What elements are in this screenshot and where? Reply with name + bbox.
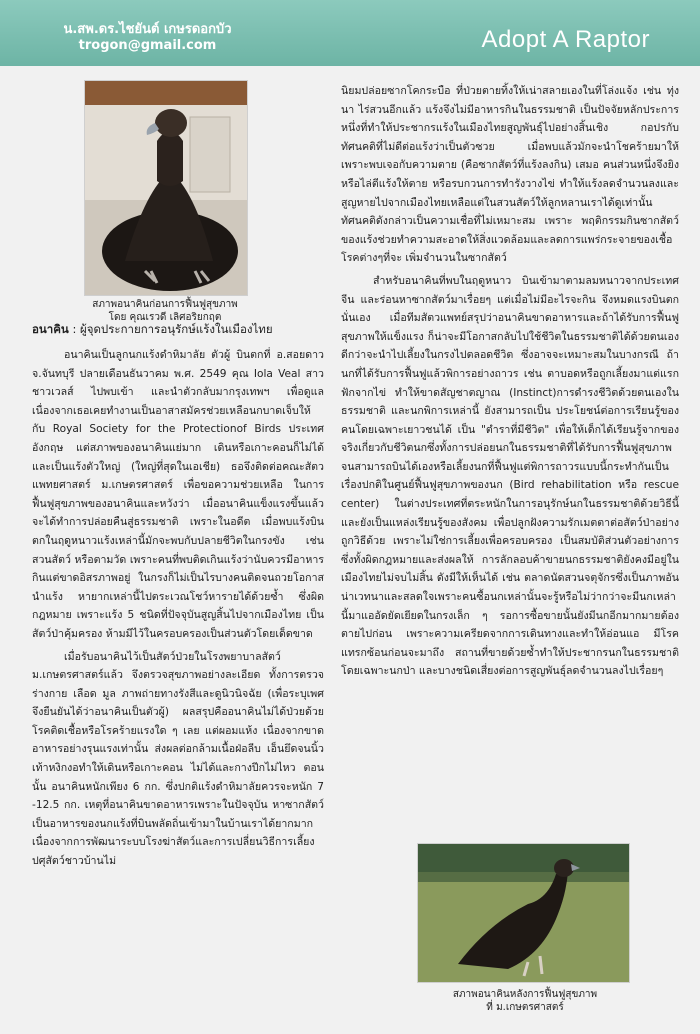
- subhead-rest: : ผู้จุดประกายการอนุรักษ์แร้งในเมืองไทย: [72, 322, 273, 336]
- author-name: น.สพ.ดร.ไชยันต์ เกษรดอกบัว: [63, 22, 232, 37]
- section-title: Adopt A Raptor: [481, 26, 650, 53]
- photo2-caption: [400, 988, 650, 1014]
- photo1-caption-line2: โดย คุณเรวดี เลิศอริยกฤต: [108, 312, 222, 323]
- author-block: [30, 22, 265, 54]
- article-subhead: [32, 321, 324, 339]
- left-paragraph-2: เมื่อรับอนาคินไว้เป็นสัตว์ป่วยในโรงพยาบาลสัตว์ ม.เกษตรศาสตร์แล้ว จึงตรวจสุขภาพอย่างละเอียด ทั้งการตรวจร่างกาย เลือด มูล ภาพถ่ายทางรังสีและดูนิวนิจฉัย (เพื่อระบุเพศ จึงยืนยันได้ว่าอนาคินเป็นตัวผู้) ผลสรุปคืออนาคินไม่ได้ป่วยด้วยโรคติดเชื้อหรือโรคร้ายแรงใด ๆ เลย แต่ผอมแห้ง เนื่องจากขาดอาหารอย่างรุนแรงเท่านั้น ส่งผลต่อกล้ามเนื้อฝ่อลีบ เอ็นยึดจนนิ้วเท้าหงิกงอทำให้เดินหรือเกาะคอน ไม่ได้และกางปีกไม่ไหว ตอนนั้น อนาคินหนักเพียง 6 กก. ซึ่งปกติแร้งดำหิมาลัยควรจะหนัก 7 -12.5 กก. เหตุที่อนาคินขาดอาหารเพราะในปัจจุบัน หาซากสัตว์เป็นอาหารของนกแร้งที่บินพลัดถิ่นเข้ามาในบ้านเราได้ยากมาก เนื่องจากการพัฒนาระบบโรงฆ่าสัตว์และการเปลี่ยนวิธีการเลี้ยงปศุสัตว์ชาวบ้านไม่: [32, 650, 324, 868]
- right-paragraph-2: สำหรับอนาคินที่พบในฤดูหนาว บินเข้ามาตามลมหนาวจากประเทศจีน และร่อนหาซากสัตว์มาเรื่อยๆ แต่เมื่อไม่มีอะไรจะกิน จึงหมดแรงบินตกนั่นเอง เมื่อทีมสัตวแพทย์สรุปว่าอนาคินขาดอาหารและถ้าได้รับการฟื้นฟูสุขภาพให้แข็งแรง ก็น่าจะมีโอกาสกลับไปใช้ชีวิตในธรรมชาติได้ด้วยตนเอง ดีกว่าจะนำไปเลี้ยงในกรงไปตลอดชีวิต ซึ่งอาจจะเหมาะสมในบางกรณี ถ้านกที่ได้รับการฟื้นฟูแล้วพิการอย่างถาวร เช่น ตาบอดหรือถูกเลี้ยงมาแต่แรกฟักจากไข่ ทำให้ขาดสัญชาตญาณ (Instinct)การดำรงชีวิตด้วยตนเองในธรรมชาติ และนกพิการเหล่านี้ ยังสามารถเป็น ประโยชน์ต่อการเรียนรู้ของคนโดยเฉพาะเยาวชนได้ เป็น "ตำราที่มีชีวิต" เพื่อให้เด็กได้เรียนรู้จากของจริงเกี่ยวกับชีวิตนกซึ่งทั้งการปล่อยนกในธรรมชาติที่ได้รับการฟื้นฟูสุขภาพ จนสามารถบินได้เองหรือเลี้ยงนกที่ฟื้นฟูแต่พิการถาวรแบบนี้กระทำกันเป็นเรื่องปกติในศูนย์ฟื้นฟูสุขภาพของนก (Bird rehabilitation หรือ rescue center) ในต่างประเทศที่ตระหนักในการอนุรักษ์นกในธรรมชาติด้วยวิธีนี้ และยังเป็นแหล่งเรียนรู้ของสังคม เพื่อปลูกฝังความรักเมตตาต่อสัตว์ป่าอย่างถูกวิธีด้วย เพราะไม่ใช่การเลี้ยงเพื่อครอบครอง เป็นสมบัติส่วนตัวอย่างการซึ่งทั้งผิดกฎหมายและส่งผลให้ การลักลอบค้าขายนกธรรมชาติยังคงมีอยู่ในเมืองไทยไม่จบไม่สิ้น ดังมีให้เห็นได้ เช่น ตลาดนัดสวนจตุจักรซึ่งเป็นภาพอันน่าเวทนาและสลดใจเพราะคนซื้อนกเหล่านั้นจะรู้หรือไม่ว่ากว่าจะมีนกเหล่านี้มาแออัดยัดเยียดในกรงเล็ก ๆ รอการซื้อขายนั้นยังมีนกอีกมากมายต้องตายไปก่อน เพราะความเครียดจากการเดินทางและทำให้อ่อนแอ มีโรคแทรกซ้อนก่อนจะมาถึง สถานที่ขายด้วยซ้ำทำให้ประชากรนกในธรรมชาติ โดยเฉพาะนกป่า และบางชนิดเสี่ยงต่อการสูญพันธุ์ลดจำนวนลงไปเรื่อยๆ: [341, 274, 679, 678]
- left-column: [32, 346, 324, 871]
- vulture-after-photo: [417, 843, 630, 983]
- subhead-name: อนาคิน: [32, 322, 69, 336]
- author-email: trogon@gmail.com: [78, 38, 217, 53]
- right-paragraph-1: นิยมปล่อยซากโคกระบือ ที่ป่วยตายทิ้งให้เน่าสลายเองในที่โล่งแจ้ง เช่น ทุ่งนา ไร่สวนอีกแล้ว แร้งจึงไม่มีอาหารกินในธรรมชาติ เป็นปัจจัยหลักประการหนึ่งที่ทำให้ประชากรแร้งในเมืองไทยสูญพันธุ์ไปอย่างสิ้นเชิง กอปรกับทัศนคติที่ไม่ดีต่อแร้งว่าเป็นตัวซวย เมื่อพบแล้วมักจะนำโชคร้ายมาให้ เพราะพบเจอกับความตาย (คือซากสัตว์ที่แร้งลงกิน) เสมอ คนส่วนหนึ่งจึงยิงหรือไล่ตีแร้งให้ตาย หรือรบกวนการทำรังวางไข่ ทำให้แร้งลดจำนวนลงและ สูญหายไปจากเมืองไทยเหลือแต่ในสวนสัตว์ให้ลูกหลานเราได้ดูเท่านั้นทัศนคติดังกล่าวเป็นความเชื่อที่ไม่เหมาะสม เพราะ พฤติกรรมกินซากสัตว์ของแร้งช่วยทำความสะอาดให้สิ่งแวดล้อมและลดการแพร่กระจายของเชื้อโรคต่างๆที่จะ เพิ่มจำนวนในซากสัตว์: [341, 85, 679, 265]
- left-paragraph-1: อนาคินเป็นลูกนกแร้งดำหิมาลัย ตัวผู้ บินตกที่ อ.สอยดาว จ.จันทบุรี ปลายเดือนธันวาคม พ.ศ. 2549 คุณ Iola Veal สาวชาวเวลส์ ไปพบเข้า และนำตัวกลับมากรุงเทพฯ เพื่อดูแล เนื่องจากเธอเคยทำงานเป็นอาสาสมัครช่วยเหลือนกบาดเจ็บให้กับ Royal Society for the Protectionof Birds ประเทศอังกฤษ แต่สภาพของอนาคินแย่มาก เดินหรือเกาะคอนก็ไม่ได้และเป็นแร้งตัวใหญ่ (ใหญ่ที่สุดในเอเชีย) ธอจึงติดต่อคณะสัตวแพทยศาสตร์ ม.เกษตรศาสตร์ เพื่อขอความช่วยเหลือ ในการฟื้นฟูสุขภาพของอนาคินและหวังว่า เมื่ออนาคินแข็งแรงขึ้นแล้วจะได้ทำการปล่อยคืนสู่ธรรมชาติ เพราะในอดีต เมื่อพบแร้งบินตกในฤดูหนาวแร้งเหล่านี้มักจะพบกับปลายชีวิตในกรงขัง เช่น สวนสัตว์ หรือตามวัด เพราะคนที่พบติดเกินแร้งว่านับควรมีอาหารกินแต่ขาดอิสรภาพอยู่ ในกรงก็ไม่เป็นไรบางคนติดจนถวยโอกาสนำแร้ง หายากเหล่านี้ไปตระเวณโชว์หารายได้ด้วยซ้ำ ซึ่งผิดกฎหมาย เพราะแร้ง 5 ชนิดที่ปัจจุบันสูญสิ้นไปจากเมืองไทย เป็นสัตว์ป่าคุ้มครอง ห้ามมีไว้ในครอบครองเป็นส่วนตัวโดยเด็ดขาด: [32, 349, 324, 640]
- photo2-caption-line1: สภาพอนาคินหลังการฟื้นฟูสุขภาพ: [452, 989, 598, 1000]
- page-header: [0, 0, 700, 66]
- vulture-after-illustration: [418, 844, 629, 982]
- vulture-before-photo: [84, 80, 248, 296]
- photo1-caption-line1: สภาพอนาคินก่อนการฟื้นฟูสุขภาพ: [92, 299, 238, 310]
- right-column: [341, 82, 679, 681]
- vulture-before-illustration: [85, 81, 247, 295]
- photo2-caption-line2: ที่ ม.เกษตรศาสตร์: [486, 1002, 564, 1013]
